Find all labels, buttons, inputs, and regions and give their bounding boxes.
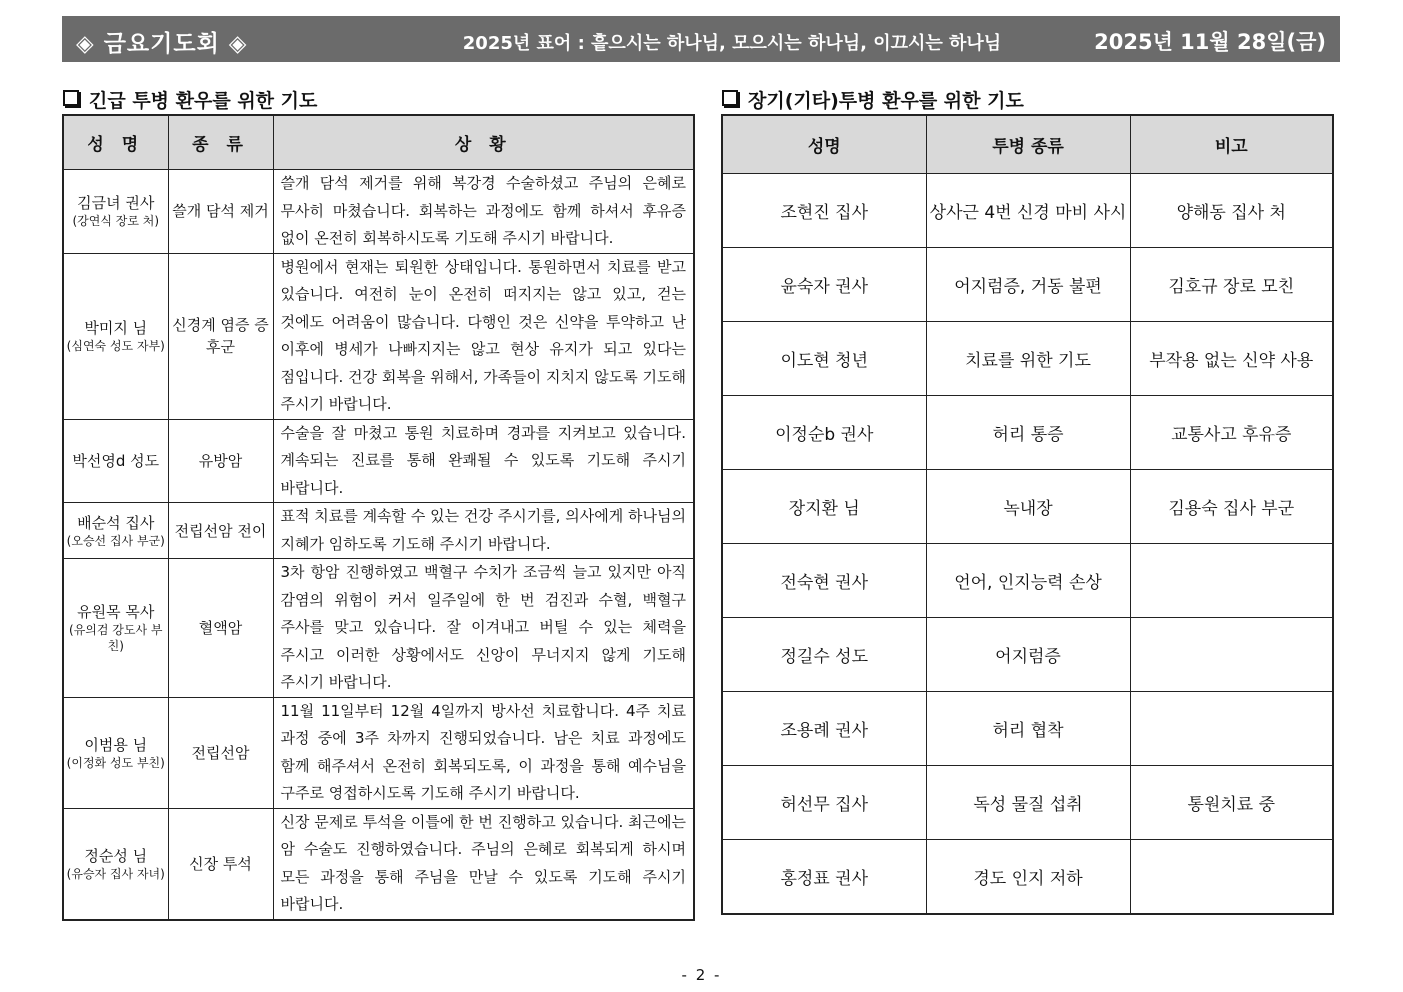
column-header-name: 성 명: [63, 115, 168, 170]
column-header-note: 비고: [1130, 115, 1333, 174]
patient-name: 조현진 집사: [722, 174, 926, 248]
table-row: [722, 544, 1333, 618]
note: [1130, 544, 1333, 618]
illness-type: 녹내장: [926, 470, 1130, 544]
illness-type: 전립선암 전이: [168, 503, 273, 559]
longterm-section-title: [722, 86, 1024, 113]
table-row: [63, 170, 694, 254]
column-header-kind: 종 류: [168, 115, 273, 170]
patient-name: 유원목 목사: [77, 602, 155, 621]
column-header-kind: 투병 종류: [926, 115, 1130, 174]
illness-type: 언어, 인지능력 손상: [926, 544, 1130, 618]
patient-name-cell: [63, 170, 168, 254]
bulletin-title: ◈ 금요기도회 ◈: [76, 31, 248, 57]
illness-type: 허리 협착: [926, 692, 1130, 766]
patient-name: 전숙현 권사: [722, 544, 926, 618]
patient-relation: (강연식 장로 처): [72, 214, 160, 229]
note: [1130, 692, 1333, 766]
patient-name: 이정순b 권사: [722, 396, 926, 470]
illness-type: 신경계 염증 증후군: [168, 253, 273, 419]
patient-name-cell: [63, 503, 168, 559]
patient-name-cell: [63, 253, 168, 419]
note: 통원치료 중: [1130, 766, 1333, 840]
note: 김용숙 집사 부군: [1130, 470, 1333, 544]
bulletin-date: 2025년 11월 28일(금): [1094, 30, 1326, 54]
patient-name-cell: [63, 419, 168, 503]
illness-type: 허리 통증: [926, 396, 1130, 470]
illness-type: 신장 투석: [168, 808, 273, 920]
table-row: [722, 618, 1333, 692]
note: 교통사고 후유증: [1130, 396, 1333, 470]
column-header-situation: 상 황: [273, 115, 694, 170]
checkbox-bullet-icon: [722, 90, 738, 106]
header-banner: [62, 16, 1340, 62]
table-header-row: [63, 115, 694, 170]
table-row: [63, 253, 694, 419]
note: 양해동 집사 처: [1130, 174, 1333, 248]
patient-name: 박미지 님: [84, 319, 148, 337]
urgent-section-label: 긴급 투병 환우를 위한 기도: [89, 90, 318, 112]
table-row: [63, 808, 694, 920]
table-row: [722, 692, 1333, 766]
table-row: [63, 419, 694, 503]
patient-name: 배순석 집사: [77, 513, 155, 532]
situation-text: 3차 항암 진행하였고 백혈구 수치가 조금씩 늘고 있지만 아직 감염의 위험이 커서 일주일에 한 번 검진과 수혈, 백혈구 주사를 맞고 있습니다. 잘 이겨내고 버틸 수 있는 체력을 주시고 이러한 상황에서도 신앙이 무너지지 않게 기도해 주시기 바랍니다.: [273, 559, 694, 698]
situation-text: 수술을 잘 마쳤고 통원 치료하며 경과를 지켜보고 있습니다. 계속되는 진료를 통해 완쾌될 수 있도록 기도해 주시기 바랍니다.: [273, 419, 694, 503]
table-row: [722, 322, 1333, 396]
patient-name: 조용례 권사: [722, 692, 926, 766]
illness-type: 경도 인지 저하: [926, 840, 1130, 915]
patient-name: 허선무 집사: [722, 766, 926, 840]
note: 김호규 장로 모친: [1130, 248, 1333, 322]
illness-type: 치료를 위한 기도: [926, 322, 1130, 396]
patient-relation: (오승선 집사 부군): [66, 533, 165, 548]
urgent-prayer-table: [62, 114, 695, 921]
patient-relation: (유승자 집사 자녀): [66, 866, 165, 881]
table-header-row: [722, 115, 1333, 174]
checkbox-bullet-icon: [63, 90, 79, 106]
table-row: [63, 503, 694, 559]
patient-name: 이도현 청년: [722, 322, 926, 396]
table-row: [63, 559, 694, 698]
illness-type: 상사근 4번 신경 마비 사시: [926, 174, 1130, 248]
situation-text: 11월 11일부터 12월 4일까지 방사선 치료합니다. 4주 치료 과정 중에 3주 차까지 진행되었습니다. 남은 치료 과정에도 함께 해주셔서 온전히 회복되도록, 이 과정을 통해 예수님을 구주로 영접하시도록 기도해 주시기 바랍니다.: [273, 697, 694, 808]
situation-text: 병원에서 현재는 퇴원한 상태입니다. 통원하면서 치료를 받고 있습니다. 여전히 눈이 온전히 떠지지는 않고 있고, 걷는 것에도 어려움이 많습니다. 다행인 것은 신약을 투약하고 난 이후에 병세가 나빠지지는 않고 현상 유지가 되고 있다는 점입니다. 건강 회복을 위해서, 가족들이 지치지 않도록 기도해 주시기 바랍니다.: [273, 253, 694, 419]
patient-relation: (심연숙 성도 자부): [66, 339, 165, 353]
situation-text: 쓸개 담석 제거를 위해 복강경 수술하셨고 주님의 은혜로 무사히 마쳤습니다. 회복하는 과정에도 함께 하셔서 후유증 없이 온전히 회복하시도록 기도해 주시기 바랍니다.: [273, 170, 694, 254]
patient-name: 홍정표 권사: [722, 840, 926, 915]
patient-name: 장지환 님: [722, 470, 926, 544]
situation-text: 신장 문제로 투석을 이틀에 한 번 진행하고 있습니다. 최근에는 암 수술도 진행하였습니다. 주님의 은혜로 회복되게 하시며 모든 과정을 통해 주님을 만날 수 있도록 기도해 주시기 바랍니다.: [273, 808, 694, 920]
note: [1130, 618, 1333, 692]
table-row: [722, 840, 1333, 915]
illness-type: 어지럼증: [926, 618, 1130, 692]
situation-text: 표적 치료를 계속할 수 있는 건강 주시기를, 의사에게 하나님의 지혜가 임하도록 기도해 주시기 바랍니다.: [273, 503, 694, 559]
table-row: [722, 248, 1333, 322]
patient-name: 정순성 님: [84, 846, 148, 865]
patient-name: 김금녀 권사: [77, 194, 155, 213]
patient-relation: (유의검 강도사 부친): [69, 622, 163, 653]
longterm-section-label: 장기(기타)투병 환우를 위한 기도: [748, 90, 1024, 112]
urgent-section-title: [63, 86, 317, 113]
table-row: [722, 470, 1333, 544]
patient-name-cell: [63, 808, 168, 920]
patient-relation: (이정화 성도 부친): [66, 755, 165, 770]
patient-name: 윤숙자 권사: [722, 248, 926, 322]
patient-name-cell: [63, 559, 168, 698]
table-row: [63, 697, 694, 808]
illness-type: 쓸개 담석 제거: [168, 170, 273, 254]
table-row: [722, 766, 1333, 840]
patient-name: 박선영d 성도: [72, 451, 160, 470]
column-header-name: 성명: [722, 115, 926, 174]
illness-type: 전립선암: [168, 697, 273, 808]
illness-type: 어지럼증, 거동 불편: [926, 248, 1130, 322]
yearly-motto: 2025년 표어 : 흩으시는 하나님, 모으시는 하나님, 이끄시는 하나님: [462, 33, 1002, 54]
illness-type: 혈액암: [168, 559, 273, 698]
illness-type: 독성 물질 섭취: [926, 766, 1130, 840]
patient-name: 정길수 성도: [722, 618, 926, 692]
longterm-prayer-table: [721, 114, 1334, 915]
table-row: [722, 396, 1333, 470]
patient-name: 이범용 님: [84, 735, 148, 754]
note: [1130, 840, 1333, 915]
page-number: - 2 -: [681, 966, 722, 984]
patient-name-cell: [63, 697, 168, 808]
note: 부작용 없는 신약 사용: [1130, 322, 1333, 396]
table-row: [722, 174, 1333, 248]
illness-type: 유방암: [168, 419, 273, 503]
